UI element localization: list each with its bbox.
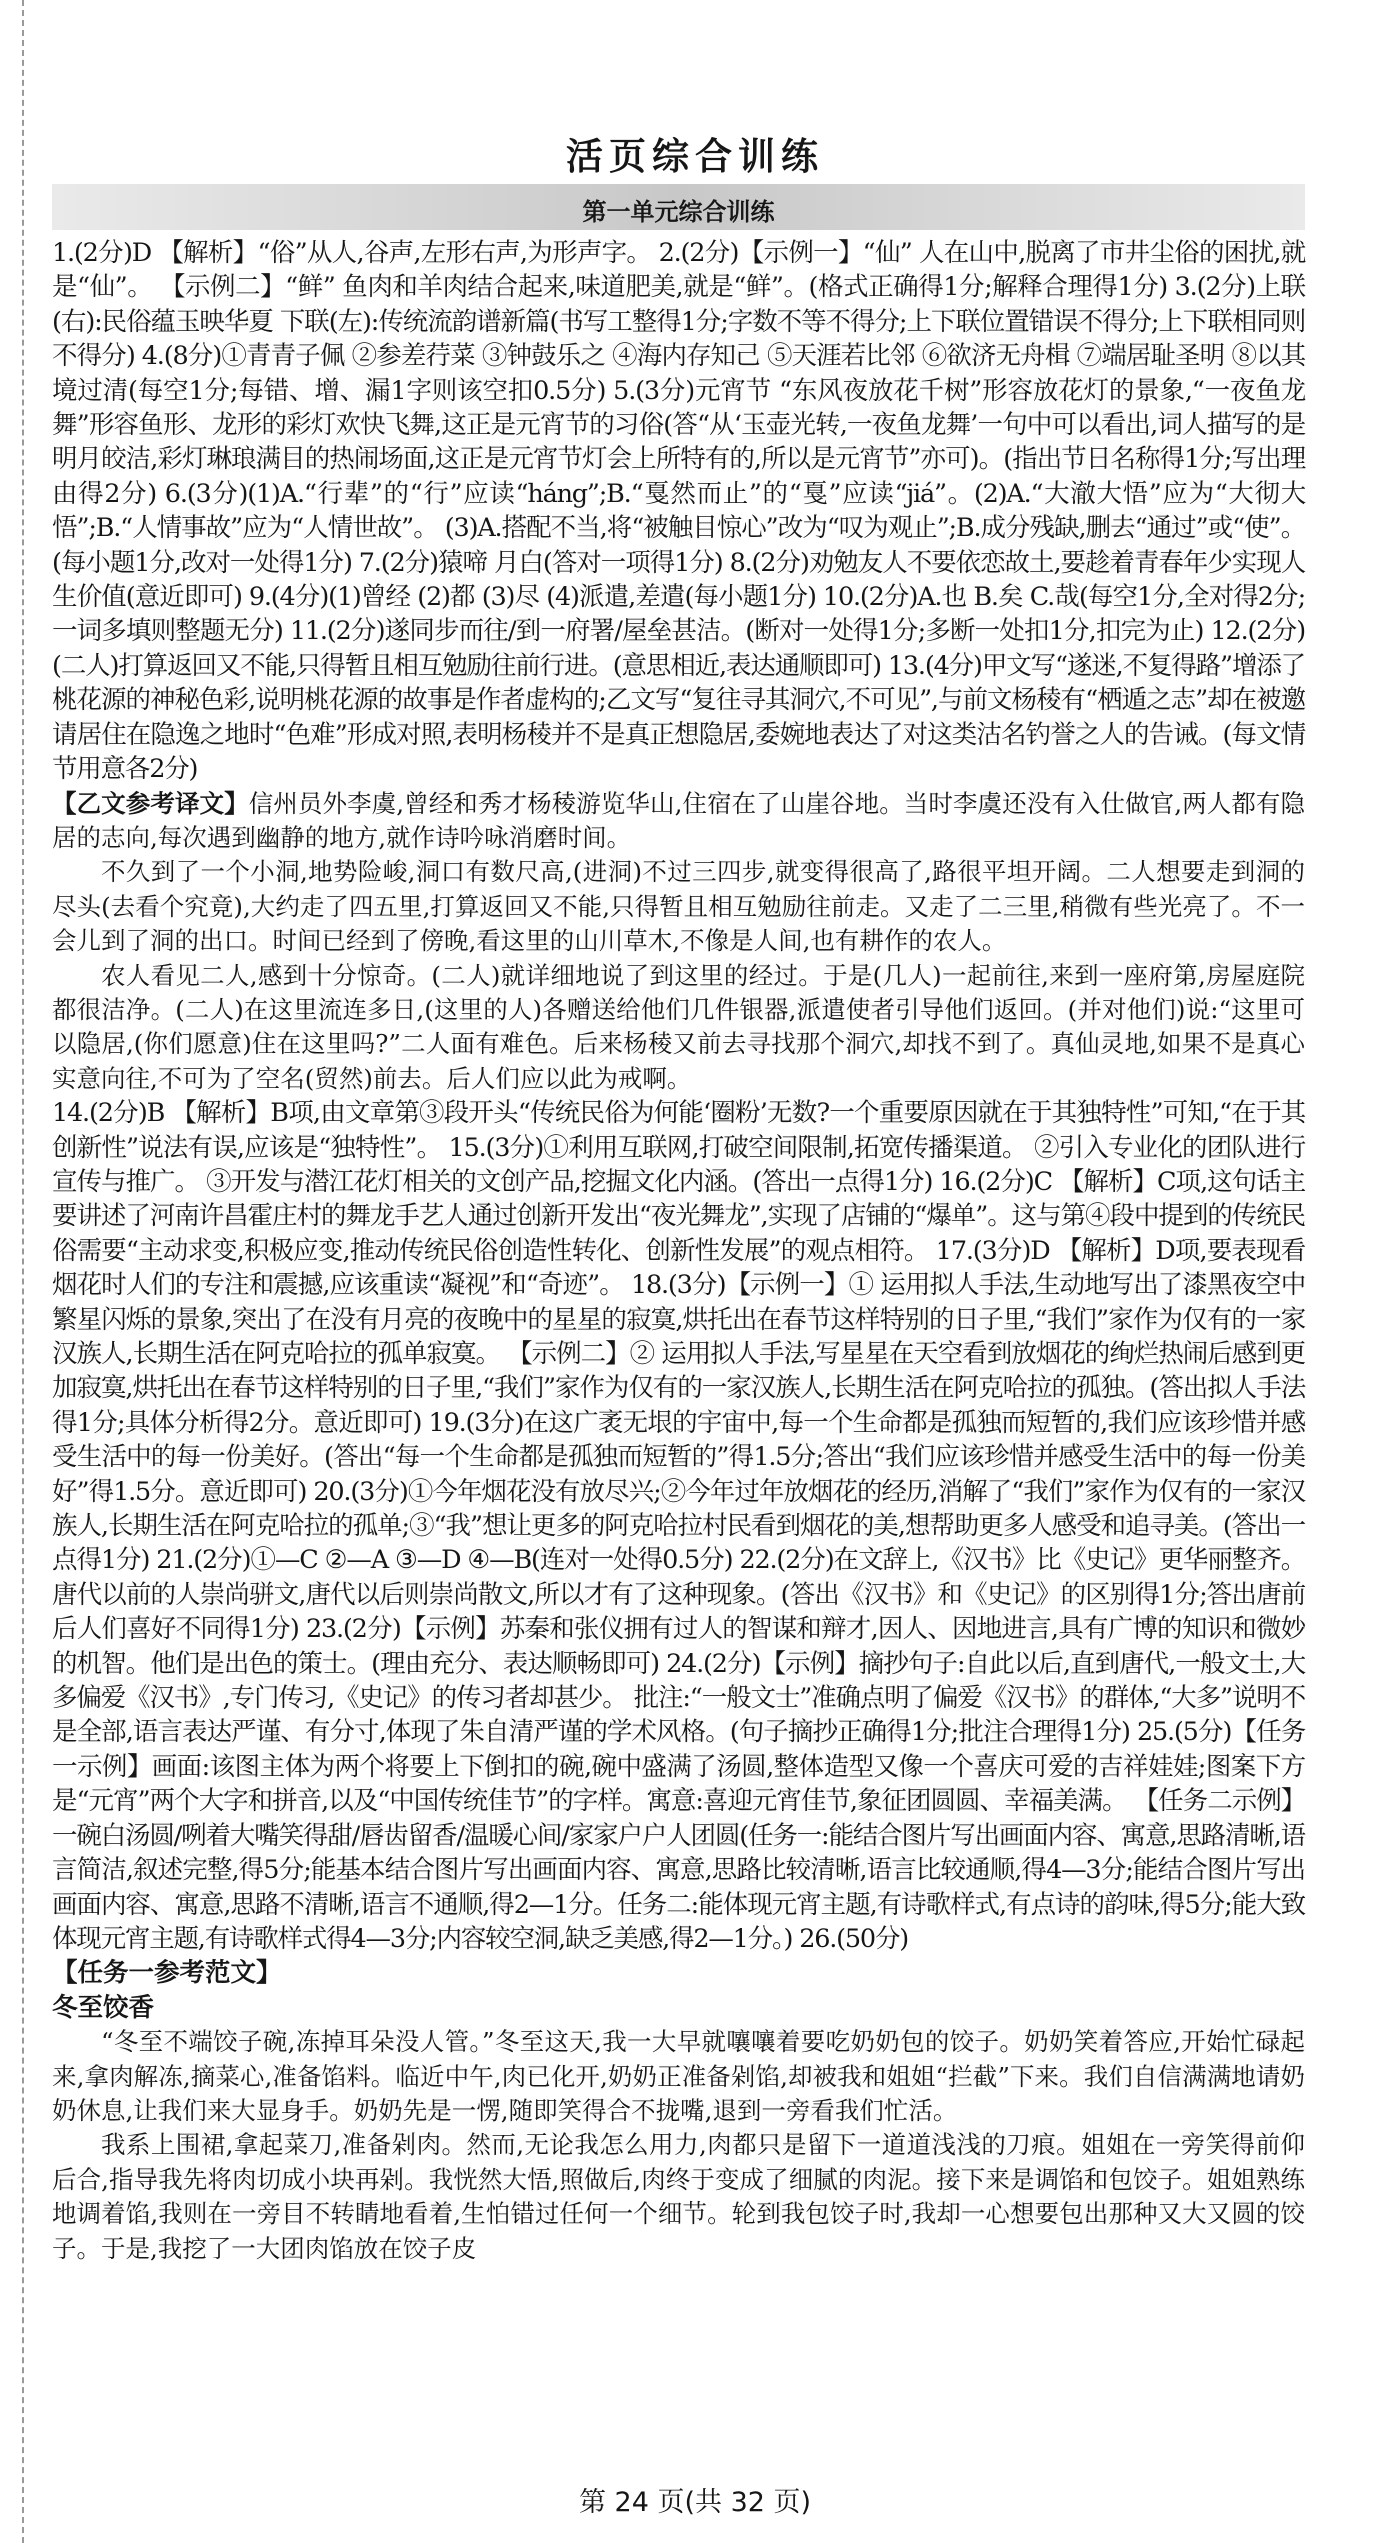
page-number-footer: 第 24 页(共 32 页) xyxy=(578,2487,812,2518)
translation-text-1: 信州员外李虞,曾经和秀才杨稜游览华山,住宿在了山崖谷地。当时李虞还没有入仕做官,两人都有隐居的志向,每次遇到幽静的地方,就作诗吟咏消磨时间。 xyxy=(52,788,1306,852)
binding-dashed-line xyxy=(22,0,24,2543)
translation-paragraph-2: 不久到了一个小洞,地势险峻,洞口有数尺高,(进洞)不过三四步,就变得很高了,路很平坦开阔。二人想要走到洞的尽头(去看个究竟),大约走了四五里,打算返回又不能,只得暂且相互勉励往前走。又走了二三里,稍微有些光亮了。不一会儿到了洞的出口。时间已经到了傍晚,看这里的山川草木,不像是人间,也有耕作的农人。 xyxy=(52,857,1305,956)
translation-label: 【乙文参考译文】 xyxy=(52,788,249,818)
answer-content xyxy=(52,236,1305,2266)
unit-title: 第一单元综合训练 xyxy=(582,198,775,226)
essay-label: 【任务一参考范文】 xyxy=(52,1958,282,1989)
essay-paragraph-1: “冬至不端饺子碗,冻掉耳朵没人管。”冬至这天,我一大早就嚷嚷着要吃奶奶包的饺子。奶奶笑着答应,开始忙碌起来,拿肉解冻,摘菜心,准备馅料。临近中午,肉已化开,奶奶正准备剁馅,却被我和姐姐“拦截”下来。我们自信满满地请奶奶休息,让我们来大显身手。奶奶先是一愣,随即笑得合不拢嘴,退到一旁看我们忙活。 xyxy=(52,2027,1305,2125)
translation-paragraph-3: 农人看见二人,感到十分惊奇。(二人)就详细地说了到这里的经过。于是(几人)一起前往,来到一座府第,房屋庭院都很洁净。(二人)在这里流连多日,(这里的人)各赠送给他们几件银器,派遣使者引导他们返回。(并对他们)说:“这里可以隐居,(你们愿意)住在这里吗?”二人面有难色。后来杨稜又前去寻找那个洞穴,却找不到了。真仙灵地,如果不是真心实意向往,不可为了空名(贸然)前去。后人们应以此为戒啊。 xyxy=(52,960,1305,1093)
essay-paragraph-2: 我系上围裙,拿起菜刀,准备剁肉。然而,无论我怎么用力,肉都只是留下一道道浅浅的刀痕。姐姐在一旁笑得前仰后合,指导我先将肉切成小块再剁。我恍然大悟,照做后,肉终于变成了细腻的肉泥。接下来是调馅和包饺子。姐姐熟练地调着馅,我则在一旁目不转睛地看着,生怕错过任何一个细节。轮到我包饺子时,我却一心想要包出那种又大又圆的饺子。于是,我挖了一大团肉馅放在饺子皮 xyxy=(52,2130,1305,2263)
unit-title-bar xyxy=(52,184,1305,230)
essay-title: 冬至饺香 xyxy=(52,1992,155,2023)
translation-paragraph-1 xyxy=(52,787,1305,856)
page-title: 活页综合训练 xyxy=(566,135,824,178)
answers-part1: 1.(2分)D 【解析】“俗”从人,谷声,左形右声,为形声字。 2.(2分)【示例一】“仙” 人在山中,脱离了市井尘俗的困扰,就是“仙”。 【示例二】“鲜” 鱼肉和羊肉结合起来,味道肥美,就是“鲜”。(格式正确得1分;解释合理得1分) 3.(2分)上联(右):民俗蕴玉映华夏 下联(左):传统流韵谱新篇(书写工整得1分;字数不等不得分;上下联位置错误不得分;上下联相同则不得分) 4.(8分)①青青子佩 ②参差荇菜 ③钟鼓乐之 ④海内存知己 ⑤天涯若比邻 ⑥欲济无舟楫 ⑦端居耻圣明 ⑧以其境过清(每空1分;每错、增、漏1字则该空扣0.5分) 5.(3分)元宵节 “东风夜放花千树”形容放花灯的景象,“一夜鱼龙舞”形容鱼形、龙形的彩灯欢快飞舞,这正是元宵节的习俗(答“从‘玉壶光转,一夜鱼龙舞’一句中可以看出,词人描写的是明月皎洁,彩灯琳琅满目的热闹场面,这正是元宵节灯会上所特有的,所以是元宵节”亦可)。(指出节日名称得1分;写出理由得2分) 6.(3分)(1)A.“行辈”的“行”应读“háng”;B.“戛然而止”的“戛”应读“jiá”。(2)A.“大澈大悟”应为“大彻大悟”;B.“人情事故”应为“人情世故”。 (3)A.搭配不当,将“被触目惊心”改为“叹为观止”;B.成分残缺,删去“通过”或“使”。(每小题1分,改对一处得1分) 7.(2分)猿啼 月白(答对一项得1分) 8.(2分)劝勉友人不要依恋故土,要趁着青春年少实现人生价值(意近即可) 9.(4分)(1)曾经 (2)都 (3)尽 (4)派遣,差遣(每小题1分) 10.(2分)A.也 B.矣 C.哉(每空1分,全对得2分;一词多填则整题无分) 11.(2分)遂同步而往/到一府署/屋垒甚洁。(断对一处得1分;多断一处扣1分,扣完为止) 12.(2分)(二人)打算返回又不能,只得暂且相互勉励往前行进。(意思相近,表达通顺即可) 13.(4分)甲文写“遂迷,不复得路”增添了桃花源的神秘色彩,说明桃花源的故事是作者虚构的;乙文写“复往寻其洞穴,不可见”,与前文杨稜有“栖遁之志”却在被邀请居住在隐逸之地时“色难”形成对照,表明杨稜并不是真正想隐居,委婉地表达了对这类沽名钓誉之人的告诫。(每文情节用意各2分) xyxy=(52,238,1305,785)
answers-part2: 14.(2分)B 【解析】B项,由文章第③段开头“传统民俗为何能‘圈粉’无数?一个重要原因就在于其独特性”可知,“在于其创新性”说法有误,应该是“独特性”。 15.(3分)①利用互联网,打破空间限制,拓宽传播渠道。 ②引入专业化的团队进行宣传与推广。 ③开发与潜江花灯相关的文创产品,挖掘文化内涵。(答出一点得1分) 16.(2分)C 【解析】C项,这句话主要讲述了河南许昌霍庄村的舞龙手艺人通过创新开发出“夜光舞龙”,实现了店铺的“爆单”。这与第④段中提到的传统民俗需要“主动求变,积极应变,推动传统民俗创造性转化、创新性发展”的观点相符。 17.(3分)D 【解析】D项,要表现看烟花时人们的专注和震撼,应该重读“凝视”和“奇迹”。 18.(3分)【示例一】① 运用拟人手法,生动地写出了漆黑夜空中繁星闪烁的景象,突出了在没有月亮的夜晚中的星星的寂寞,烘托出在春节这样特别的日子里,“我们”家作为仅有的一家汉族人,长期生活在阿克哈拉的孤单寂寞。 【示例二】② 运用拟人手法,写星星在天空看到放烟花的绚烂热闹后感到更加寂寞,烘托出在春节这样特别的日子里,“我们”家作为仅有的一家汉族人,长期生活在阿克哈拉的孤独。(答出拟人手法得1分;具体分析得2分。意近即可) 19.(3分)在这广袤无垠的宇宙中,每一个生命都是孤独而短暂的,我们应该珍惜并感受生活中的每一份美好。(答出“每一个生命都是孤独而短暂的”得1.5分;答出“我们应该珍惜并感受生活中的每一份美好”得1.5分。意近即可) 20.(3分)①今年烟花没有放尽兴;②今年过年放烟花的经历,消解了“我们”家作为仅有的一家汉族人,长期生活在阿克哈拉的孤单;③“我”想让更多的阿克哈拉村民看到烟花的美,想帮助更多人感受和追寻美。(答出一点得1分) 21.(2分)①—C ②—A ③—D ④—B(连对一处得0.5分) 22.(2分)在文辞上,《汉书》比《史记》更华丽整齐。唐代以前的人崇尚骈文,唐代以后则崇尚散文,所以才有了这种现象。(答出《汉书》和《史记》的区别得1分;答出唐前后人们喜好不同得1分) 23.(2分)【示例】苏秦和张仪拥有过人的智谋和辩才,因人、因地进言,具有广博的知识和微妙的机智。他们是出色的策士。(理由充分、表达顺畅即可) 24.(2分)【示例】摘抄句子:自此以后,直到唐代,一般文士,大多偏爱《汉书》,专门传习,《史记》的传习者却甚少。 批注:“一般文士”准确点明了偏爱《汉书》的群体,“大多”说明不是全部,语言表达严谨、有分寸,体现了朱自清严谨的学术风格。(句子摘抄正确得1分;批注合理得1分) 25.(5分)【任务一示例】画面:该图主体为两个将要上下倒扣的碗,碗中盛满了汤圆,整体造型又像一个喜庆可爱的吉祥娃娃;图案下方是“元宵”两个大字和拼音,以及“中国传统佳节”的字样。寓意:喜迎元宵佳节,象征团圆圆、幸福美满。 【任务二示例】一碗白汤圆/咧着大嘴笑得甜/唇齿留香/温暖心间/家家户户人团圆(任务一:能结合图片写出画面内容、寓意,思路清晰,语言简洁,叙述完整,得5分;能基本结合图片写出画面内容、寓意,思路比较清晰,语言比较通顺,得4—3分;能结合图片写出画面内容、寓意,思路不清晰,语言不通顺,得2—1分。任务二:能体现元宵主题,有诗歌样式,有点诗的韵味,得5分;能大致体现元宵主题,有诗歌样式得4—3分;内容较空洞,缺乏美感,得2—1分。) 26.(50分) xyxy=(52,1098,1305,1954)
